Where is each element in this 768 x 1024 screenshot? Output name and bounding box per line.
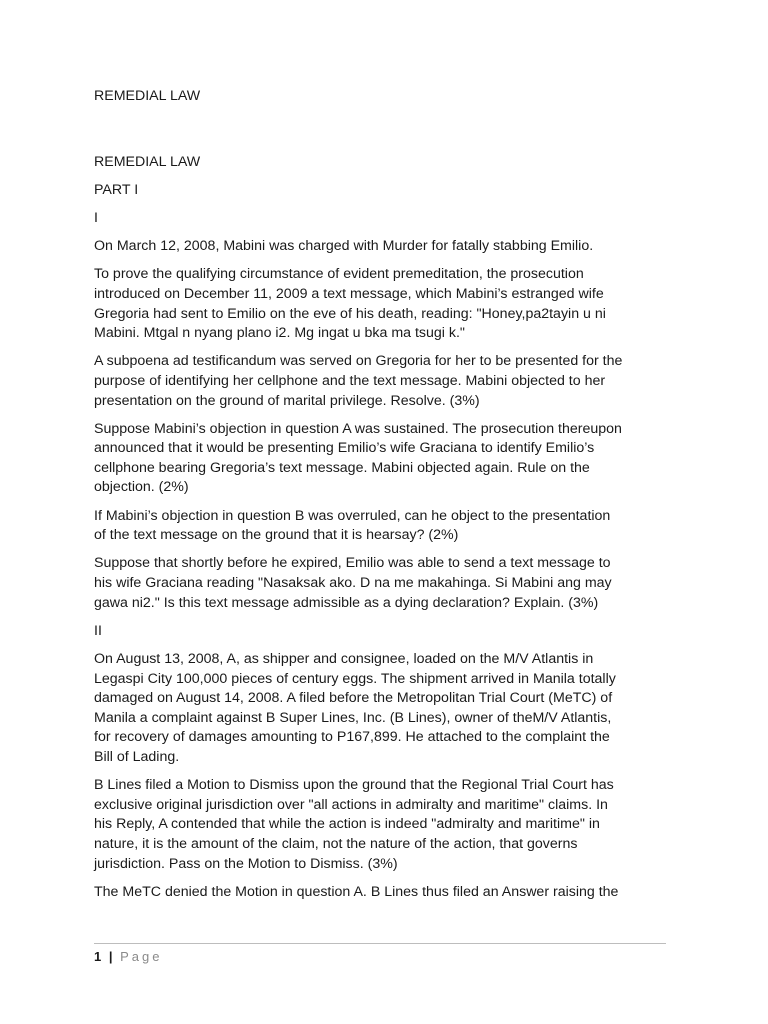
text-line: Manila a complaint against B Super Lines, Inc. (B Lines), owner of theM/V Atlantis,	[94, 709, 612, 726]
text-line: purpose of identifying her cellphone and the text message. Mabini objected to her	[94, 372, 606, 389]
paragraph	[94, 153, 684, 173]
footer-divider	[94, 943, 666, 944]
text-line: cellphone bearing Gregoria’s text message. Mabini objected again. Rule on the	[94, 459, 590, 476]
paragraph	[94, 265, 684, 343]
page-number: 1	[94, 949, 102, 964]
text-line: On August 13, 2008, A, as shipper and consignee, loaded on the M/V Atlantis in	[94, 651, 594, 667]
text-line: REMEDIAL LAW	[94, 153, 201, 170]
text-line: The MeTC denied the Motion in question A. B Lines thus filed an Answer raising the	[94, 883, 619, 900]
text-line: Bill of Lading.	[94, 748, 180, 765]
paragraph	[94, 650, 684, 768]
text-line: B Lines filed a Motion to Dismiss upon the ground that the Regional Trial Court has	[94, 777, 614, 794]
paragraph	[94, 352, 684, 411]
text-line: announced that it would be presenting Emilio’s wife Graciana to identify Emilio’s	[94, 440, 595, 457]
text-line: Suppose that shortly before he expired, Emilio was able to send a text message to	[94, 555, 611, 572]
paragraph-list	[94, 153, 684, 903]
paragraph	[94, 554, 684, 613]
text-line: Mabini. Mtgal n nyang plano i2. Mg ingat u bka ma tsugi k."	[94, 325, 465, 342]
paragraph	[94, 507, 684, 546]
page-label: Page	[120, 949, 163, 964]
text-line: objection. (2%)	[94, 479, 189, 496]
text-line: I	[94, 209, 98, 226]
paragraph	[94, 622, 684, 642]
paragraph	[94, 776, 684, 874]
paragraph	[94, 209, 684, 229]
text-line: Legaspi City 100,000 pieces of century eggs. The shipment arrived in Manila totally	[94, 670, 616, 687]
running-header-title: REMEDIAL LAW	[94, 88, 201, 104]
text-line: nature, it is the amount of the claim, not the nature of the action, that governs	[94, 835, 578, 852]
text-line: for recovery of damages amounting to P167,899. He attached to the complaint the	[94, 729, 610, 746]
page-footer	[94, 948, 163, 966]
text-line: Suppose Mabini’s objection in question A was sustained. The prosecution thereupon	[94, 420, 622, 437]
text-line: damaged on August 14, 2008. A filed before the Metropolitan Trial Court (MeTC) of	[94, 690, 613, 707]
text-line: his Reply, A contended that while the action is indeed "admiralty and maritime" in	[94, 816, 600, 833]
text-line: his wife Graciana reading "Nasaksak ako. D na me makahinga. Si Mabini ang may	[94, 575, 612, 592]
text-line: To prove the qualifying circumstance of evident premeditation, the prosecution	[94, 266, 584, 283]
text-line: Gregoria had sent to Emilio on the eve of his death, reading: "Honey,pa2tayin u ni	[94, 305, 606, 322]
text-line: jurisdiction. Pass on the Motion to Dismiss. (3%)	[94, 855, 398, 872]
text-line: PART I	[94, 181, 139, 198]
text-line: introduced on December 11, 2009 a text message, which Mabini’s estranged wife	[94, 285, 604, 302]
footer-separator: |	[108, 949, 113, 964]
text-line: II	[94, 622, 102, 639]
paragraph	[94, 420, 684, 498]
text-line: If Mabini’s objection in question B was overruled, can he object to the presentation	[94, 507, 611, 524]
text-line: gawa ni2." Is this text message admissible as a dying declaration? Explain. (3%)	[94, 594, 599, 611]
paragraph	[94, 883, 684, 903]
text-line: A subpoena ad testificandum was served on Gregoria for her to be presented for the	[94, 353, 623, 370]
text-line: exclusive original jurisdiction over "all actions in admiralty and maritime" claims. In	[94, 796, 608, 813]
paragraph	[94, 181, 684, 201]
text-line: of the text message on the ground that it is hearsay? (2%)	[94, 527, 459, 544]
text-line: presentation on the ground of marital privilege. Resolve. (3%)	[94, 392, 480, 409]
document-body	[94, 87, 684, 911]
paragraph	[94, 237, 684, 257]
text-line: On March 12, 2008, Mabini was charged with Murder for fatally stabbing Emilio.	[94, 238, 594, 255]
